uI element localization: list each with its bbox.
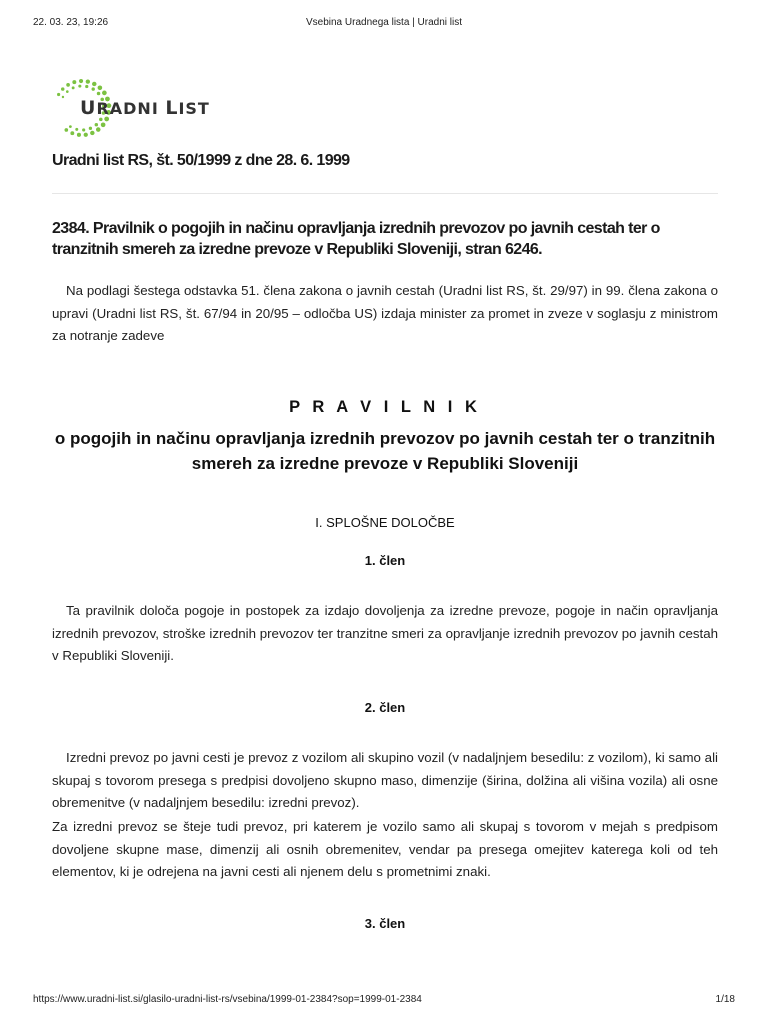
- logo-dot: [78, 85, 81, 88]
- print-page-title: Vsebina Uradnega lista | Uradni list: [305, 17, 462, 28]
- logo-dot: [102, 91, 107, 96]
- logo-dot: [85, 85, 88, 88]
- logo-dot: [98, 85, 103, 90]
- print-url: https://www.uradni-list.si/glasilo-uradni-list-rs/vsebina/1999-01-2384?sop=1999-01-2384: [33, 994, 422, 1005]
- article-3-label: 3. člen: [364, 916, 406, 931]
- print-date: 22. 03. 23, 19:26: [33, 17, 109, 28]
- logo-dot: [66, 90, 69, 93]
- article-1-text: Ta pravilnik določa pogoje in postopek za izdajo dovoljenja za izredne prevoze, pogoje in način opravljanja izrednih prevozov, stroške izrednih prevozov ter tranzitne smeri za opravljanje izrednih prevozov po javnih cestah v Republiki Sloveniji.: [52, 603, 718, 663]
- logo-dot: [77, 133, 81, 137]
- logo-text: URADNI LIST: [80, 97, 210, 119]
- article-1-label: 1. člen: [364, 553, 406, 568]
- logo-dot: [90, 131, 94, 135]
- article-2-text-2: Za izredni prevoz se šteje tudi prevoz, pri katerem je vozilo samo ali skupaj s tovorom v mejah s predpisom dovoljene skupne mase, dimenzij ali osnih obremenitev, vendar pa presega omejitev katerega koli od teh elementov, ki je odrejena na javni cesti ali njenem delu s prometnimi znaki.: [52, 819, 718, 879]
- uradni-list-logo[interactable]: [50, 76, 230, 140]
- logo-dot: [79, 79, 83, 83]
- divider: [52, 193, 718, 194]
- document-subtitle: o pogojih in načinu opravljanja izrednih prevozov po javnih cestah ter o tranzitnih smereh za izredne prevoze v Republiki Sloveniji: [54, 429, 716, 473]
- logo-dot: [101, 122, 106, 127]
- section-heading: I. SPLOŠNE DOLOČBE: [315, 515, 455, 530]
- print-header: [33, 17, 735, 31]
- logo-dot: [61, 87, 64, 90]
- logo-dot: [92, 82, 96, 86]
- print-footer: [33, 994, 735, 1008]
- logo-dot: [57, 93, 60, 96]
- logo-dot: [72, 86, 75, 89]
- logo-dot: [69, 125, 72, 128]
- logo-dot: [65, 128, 69, 132]
- logo-dot: [92, 87, 95, 90]
- logo-dot: [89, 127, 92, 130]
- logo-dot: [96, 127, 101, 132]
- document-heading: P R A V I L N I K: [289, 398, 481, 416]
- logo-dot: [97, 92, 101, 96]
- logo-dot: [75, 128, 78, 131]
- issue-title: Uradni list RS, št. 50/1999 z dne 28. 6. 1999: [52, 152, 350, 169]
- logo-dot: [72, 80, 76, 84]
- page-number: 1/18: [715, 994, 735, 1005]
- preamble: Na podlagi šestega odstavka 51. člena zakona o javnih cestah (Uradni list RS, št. 29/97) in 99. člena zakona o upravi (Uradni list RS, št. 67/94 in 20/95 – odločba US) izdaja minister za promet in zveze v soglasju z ministrom za notranje zadeve: [52, 283, 718, 343]
- act-title: 2384. Pravilnik o pogojih in načinu opravljanja izrednih prevozov po javnih cestah ter o tranzitnih smereh za izredne prevoze v Republiki Sloveniji, stran 6246.: [52, 220, 660, 258]
- logo-dot: [86, 79, 90, 83]
- logo-dot: [66, 83, 70, 87]
- logo-dot: [82, 128, 85, 131]
- logo-dot: [95, 123, 98, 126]
- logo-dot: [84, 133, 88, 137]
- article-2-label: 2. člen: [364, 700, 406, 715]
- logo-dot: [70, 131, 74, 135]
- logo-dot: [62, 96, 64, 98]
- article-2-text: Izredni prevoz po javni cesti je prevoz z vozilom ali skupino vozil (v nadaljnjem besedilu: z vozilom), ki samo ali skupaj s tovorom presega s predpisi dovoljeno skupno maso, dimenzije (širina, dolžina ali višina vozila) ali osne obremenitve (v nadaljnjem besedilu: izredni prevoz).: [52, 750, 718, 810]
